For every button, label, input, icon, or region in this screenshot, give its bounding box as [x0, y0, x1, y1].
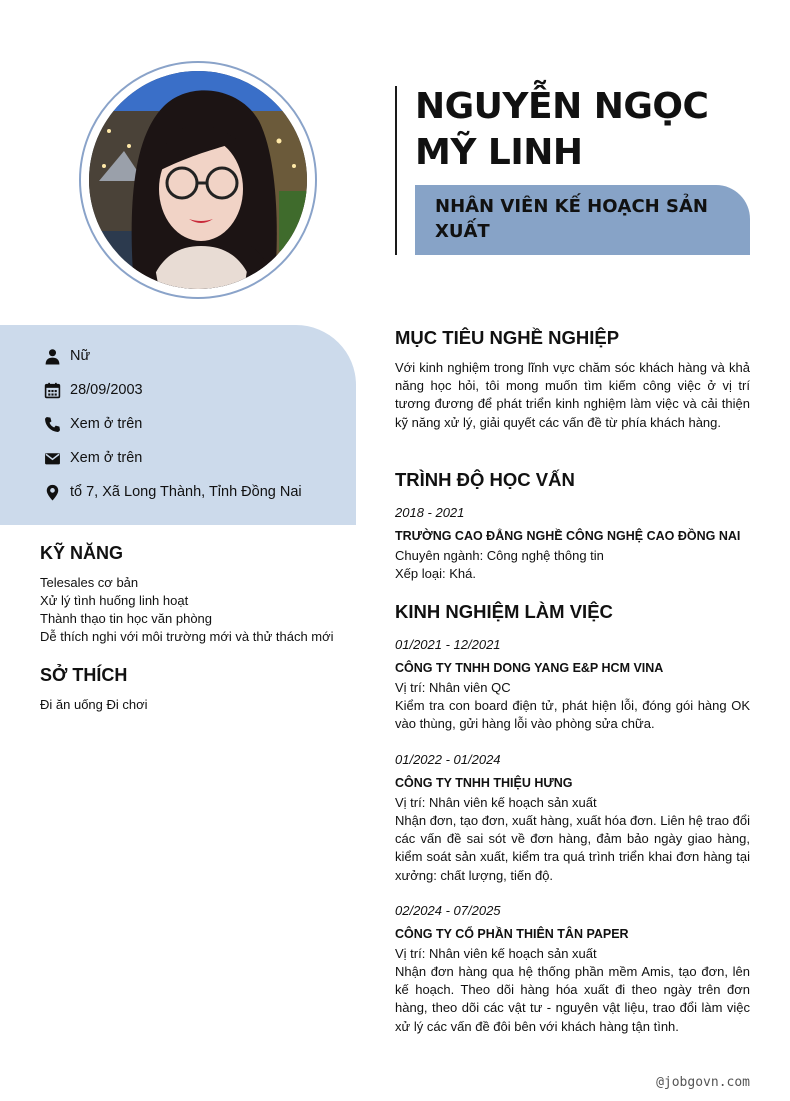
skills-heading: KỸ NĂNG	[40, 543, 124, 563]
location-pin-icon	[44, 484, 61, 501]
job-description: Kiểm tra con board điện tử, phát hiện lỗi, đóng gói hàng OK vào thùng, gửi hàng lỗi vào phòng sửa chữa.	[395, 698, 750, 732]
profile-photo	[89, 71, 307, 289]
hobbies-heading: SỞ THÍCH	[40, 665, 128, 685]
contact-phone	[44, 412, 142, 436]
header-divider	[395, 86, 397, 255]
hobbies-text: Đi ăn uống Đi chơi	[40, 697, 148, 712]
job-period: 01/2022 - 01/2024	[395, 752, 501, 767]
skill-item: Thành thạo tin học văn phòng	[40, 611, 213, 626]
person-icon	[44, 348, 61, 365]
job-title: NHÂN VIÊN KẾ HOẠCH SẢN XUẤT	[435, 196, 708, 242]
contact-gender	[44, 344, 90, 368]
education-grade: Xếp loại: Khá.	[395, 566, 476, 581]
job-position: Vị trí: Nhân viên kế hoạch sản xuất	[395, 795, 597, 810]
contact-email	[44, 446, 142, 470]
contact-birthdate	[44, 378, 143, 402]
address-text: tổ 7, Xã Long Thành, Tỉnh Đồng Nai	[70, 484, 302, 500]
job-description: Nhận đơn, tạo đơn, xuất hàng, xuất hóa đơn. Liên hệ trao đổi các vấn đề sai sót về đơn hàng, đảm bảo ngày giao hàng, kiểm soát sản xuất, kiểm tra quá trình triển khai đơn hàng tại xưởng: chất lượng, tiến độ.	[395, 813, 750, 883]
job-period: 02/2024 - 07/2025	[395, 903, 501, 918]
education-period: 2018 - 2021	[395, 505, 465, 520]
skills-list	[40, 574, 334, 646]
avatar-ring	[79, 61, 317, 299]
objective-text: Với kinh nghiệm trong lĩnh vực chăm sóc khách hàng và khả năng học hỏi, tôi mong muốn tìm kiếm công việc ở vị trí tương đương để phát triển kinh nghiệm làm việc và cải thiện kỹ năng xử lý, giải quyết các vấn đề từ phía khách hàng.	[395, 360, 750, 430]
watermark-footer[interactable]: @jobgovn.com	[656, 1075, 750, 1090]
experience-heading: KINH NGHIỆM LÀM VIỆC	[395, 601, 613, 622]
skill-item: Xử lý tình huống linh hoạt	[40, 593, 189, 608]
job-company: CÔNG TY CỔ PHẦN THIÊN TÂN PAPER	[395, 927, 629, 941]
full-name: NGUYỄN NGỌC MỸ LINH	[415, 86, 709, 173]
avatar	[89, 71, 307, 289]
job-position: Vị trí: Nhân viên QC	[395, 680, 511, 695]
job-company: CÔNG TY TNHH THIỆU HƯNG	[395, 776, 573, 790]
phone-text: Xem ở trên	[70, 416, 143, 432]
objective-heading: MỤC TIÊU NGHỀ NGHIỆP	[395, 327, 620, 348]
email-text: Xem ở trên	[70, 450, 143, 466]
job-description: Nhận đơn hàng qua hệ thống phần mềm Amis, tạo đơn, lên kế hoạch. Theo dõi hàng hóa xuất đi theo ngày trên đơn hàng, theo dõi các vật tư - nguyên vật liệu, trao đổi làm việc xử lý các vấn đề đôi bên với khách hàng tận tình.	[395, 964, 750, 1034]
calendar-icon	[44, 382, 61, 399]
job-title-banner	[415, 185, 750, 255]
school-name: TRƯỜNG CAO ĐẲNG NGHỀ CÔNG NGHỆ CAO ĐỒNG NAI	[395, 529, 741, 543]
job-company: CÔNG TY TNHH DONG YANG E&P HCM VINA	[395, 661, 664, 675]
job-period: 01/2021 - 12/2021	[395, 637, 501, 652]
education-major: Chuyên ngành: Công nghệ thông tin	[395, 548, 604, 563]
job-position: Vị trí: Nhân viên kế hoạch sản xuất	[395, 946, 597, 961]
email-icon	[44, 450, 61, 467]
phone-icon	[44, 416, 61, 433]
education-heading: TRÌNH ĐỘ HỌC VẤN	[395, 469, 575, 490]
skill-item: Telesales cơ bản	[40, 575, 139, 590]
skill-item: Dễ thích nghi với môi trường mới và thử thách mới	[40, 629, 334, 644]
contact-address	[44, 480, 302, 504]
birthdate-text: 28/09/2003	[70, 382, 143, 398]
gender-text: Nữ	[70, 348, 91, 364]
